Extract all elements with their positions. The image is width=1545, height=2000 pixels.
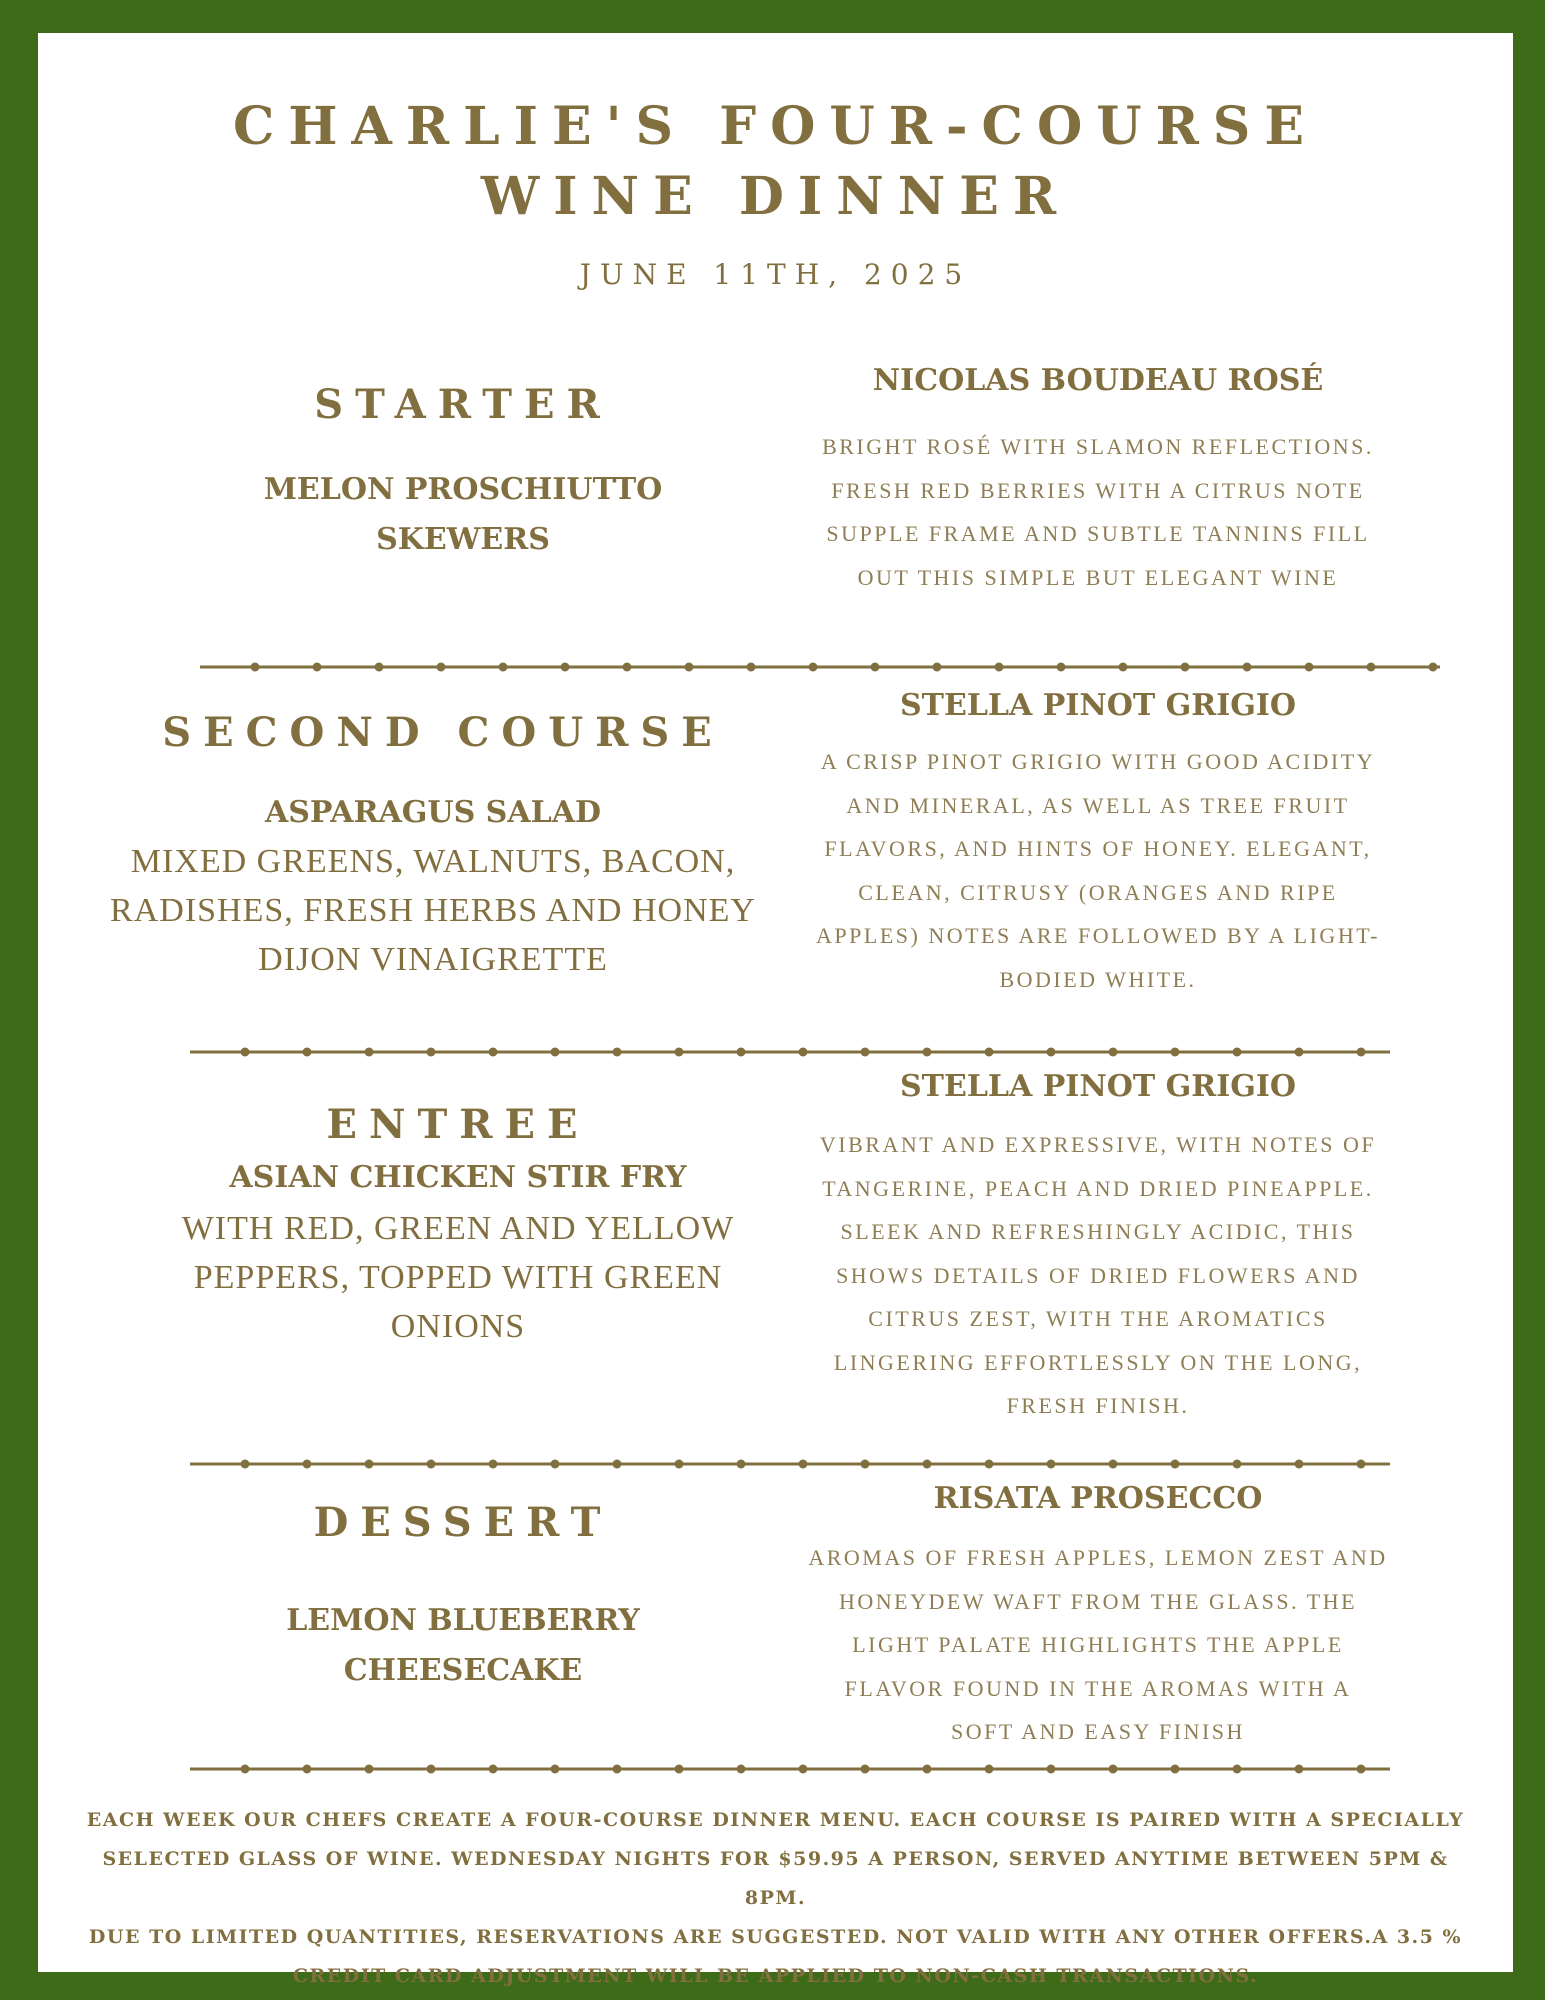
divider-dot [933, 663, 942, 672]
divider-dot [561, 663, 570, 672]
divider-dot [1305, 663, 1314, 672]
dish-name-starter-line2: SKEWERS [376, 522, 550, 557]
section-divider [190, 1458, 1390, 1470]
dish-name-second-course: ASPARAGUS SALAD [264, 795, 602, 830]
divider-dot [365, 1460, 374, 1469]
section-divider [190, 1763, 1390, 1775]
wine-description-starter: BRIGHT ROSÉ WITH SLAMON REFLECTIONS. FRESH RED BERRIES WITH A CITRUS NOTE SUPPLE FRAME AND SUBTLE TANNINS FILL OUT THIS SIMPLE BUT ELEGANT WINE [822, 434, 1374, 590]
divider-dot [499, 663, 508, 672]
divider-dot [1119, 663, 1128, 672]
wine-description-entree: VIBRANT AND EXPRESSIVE, WITH NOTES OF TANGERINE, PEACH AND DRIED PINEAPPLE. SLEEK AND REFRESHINGLY ACIDIC, THIS SHOWS DETAILS OF DRIED FLOWERS AND CITRUS ZEST, WITH THE AROMATICS LINGERING EFFORTLESSLY ON THE LONG, FRESH FINISH. [819, 1132, 1377, 1418]
divider-dot [923, 1765, 932, 1774]
divider-dot [623, 663, 632, 672]
divider-dot [613, 1460, 622, 1469]
divider-dot [1181, 663, 1190, 672]
section-divider [190, 1046, 1390, 1058]
divider-dot [1109, 1048, 1118, 1057]
wine-name-dessert: RISATA PROSECCO [933, 1481, 1263, 1516]
divider-dot [489, 1048, 498, 1057]
divider-dot [1057, 663, 1066, 672]
divider-dot [551, 1460, 560, 1469]
footer-line: SELECTED GLASS OF WINE. WEDNESDAY NIGHTS FOR $59.95 A PERSON, SERVED ANYTIME BETWEEN 5PM & 8PM. [102, 1848, 1449, 1909]
menu-title-line1: CHARLIE'S FOUR-COURSE [233, 96, 1318, 157]
divider-dot [685, 663, 694, 672]
divider-dot [1047, 1460, 1056, 1469]
divider-dot [995, 663, 1004, 672]
wine-name-second-course: STELLA PINOT GRIGIO [899, 688, 1297, 723]
divider-dot [675, 1765, 684, 1774]
divider-dot [675, 1460, 684, 1469]
dish-name-starter-line1: MELON PROSCHIUTTO [263, 472, 663, 507]
divider-dot [1429, 663, 1438, 672]
wine-name-entree: STELLA PINOT GRIGIO [899, 1069, 1297, 1104]
divider-dot [613, 1765, 622, 1774]
divider-dot [799, 1765, 808, 1774]
divider-dot [1243, 663, 1252, 672]
divider-dot [985, 1048, 994, 1057]
menu-title-line2: WINE DINNER [480, 166, 1071, 227]
divider-dot [1233, 1765, 1242, 1774]
course-heading-second-course: SECOND COURSE [162, 709, 724, 756]
divider-dot [871, 663, 880, 672]
divider-dot [861, 1048, 870, 1057]
divider-dot [241, 1048, 250, 1057]
dish-name-dessert-line2: CHEESECAKE [343, 1653, 583, 1688]
divider-dot [799, 1048, 808, 1057]
divider-dot [737, 1765, 746, 1774]
divider-dot [923, 1048, 932, 1057]
wine-description-second-course: A CRISP PINOT GRIGIO WITH GOOD ACIDITY AND MINERAL, AS WELL AS TREE FRUIT FLAVORS, AND HINTS OF HONEY. ELEGANT, CLEAN, CITRUSY (ORANGES AND RIPE APPLES) NOTES ARE FOLLOWED BY A LIGHT- BODIED WHITE. [816, 749, 1380, 992]
menu-footer-notice [78, 1801, 1473, 1996]
event-date: JUNE 11TH, 2025 [579, 258, 972, 291]
divider-dot [1357, 1765, 1366, 1774]
divider-dot [1367, 663, 1376, 672]
divider-dot [1295, 1460, 1304, 1469]
divider-dot [241, 1765, 250, 1774]
divider-dot [613, 1048, 622, 1057]
divider-dot [1295, 1048, 1304, 1057]
divider-dot [1171, 1765, 1180, 1774]
divider-dot [861, 1460, 870, 1469]
divider-dot [799, 1460, 808, 1469]
wine-name-starter: NICOLAS BOUDEAU ROSÉ [872, 363, 1324, 398]
divider-dot [747, 663, 756, 672]
menu-sheet [38, 33, 1513, 1987]
course-heading-entree: ENTREE [326, 1101, 590, 1148]
divider-dot [375, 663, 384, 672]
divider-dot [1233, 1460, 1242, 1469]
divider-dot [303, 1460, 312, 1469]
divider-dot [1295, 1765, 1304, 1774]
dish-description-entree: WITH RED, GREEN AND YELLOW PEPPERS, TOPPED WITH GREEN ONIONS [181, 1210, 735, 1345]
divider-dot [489, 1765, 498, 1774]
divider-dot [675, 1048, 684, 1057]
divider-dot [313, 663, 322, 672]
divider-dot [437, 663, 446, 672]
divider-dot [303, 1765, 312, 1774]
divider-dot [303, 1048, 312, 1057]
divider-dot [251, 663, 260, 672]
divider-dot [365, 1765, 374, 1774]
divider-dot [985, 1460, 994, 1469]
wine-description-dessert: AROMAS OF FRESH APPLES, LEMON ZEST AND HONEYDEW WAFT FROM THE GLASS. THE LIGHT PALATE HIGHLIGHTS THE APPLE FLAVOR FOUND IN THE AROMAS WITH A SOFT AND EASY FINISH [808, 1545, 1388, 1744]
divider-dot [1171, 1048, 1180, 1057]
divider-dot [1047, 1765, 1056, 1774]
divider-dot [923, 1460, 932, 1469]
divider-dot [861, 1765, 870, 1774]
divider-dot [737, 1460, 746, 1469]
dish-name-entree: ASIAN CHICKEN STIR FRY [229, 1160, 687, 1195]
divider-dot [985, 1765, 994, 1774]
divider-dot [241, 1460, 250, 1469]
divider-dot [427, 1048, 436, 1057]
divider-dot [551, 1048, 560, 1057]
section-divider [200, 661, 1440, 673]
divider-dot [427, 1765, 436, 1774]
divider-dot [809, 663, 818, 672]
divider-dot [1109, 1460, 1118, 1469]
course-heading-starter: STARTER [314, 381, 612, 428]
divider-dot [365, 1048, 374, 1057]
divider-dot [1357, 1460, 1366, 1469]
footer-line: CREDIT CARD ADJUSTMENT WILL BE APPLIED TO NON-CASH TRANSACTIONS. [292, 1965, 1259, 1987]
divider-dot [1109, 1765, 1118, 1774]
divider-dot [551, 1765, 560, 1774]
divider-dot [427, 1460, 436, 1469]
divider-dot [1171, 1460, 1180, 1469]
divider-dot [737, 1048, 746, 1057]
divider-dot [1357, 1048, 1366, 1057]
footer-line: EACH WEEK OUR CHEFS CREATE A FOUR-COURSE DINNER MENU. EACH COURSE IS PAIRED WITH A SPECIALLY [86, 1809, 1465, 1831]
course-heading-dessert: DESSERT [313, 1499, 613, 1546]
divider-dot [489, 1460, 498, 1469]
divider-dot [1047, 1048, 1056, 1057]
divider-dot [1233, 1048, 1242, 1057]
dish-description-second-course: MIXED GREENS, WALNUTS, BACON, RADISHES, FRESH HERBS AND HONEY DIJON VINAIGRETTE [110, 843, 756, 978]
dish-name-dessert-line1: LEMON BLUEBERRY [286, 1603, 640, 1638]
footer-line: DUE TO LIMITED QUANTITIES, RESERVATIONS ARE SUGGESTED. NOT VALID WITH ANY OTHER OFFERS.A 3.5 % [88, 1926, 1463, 1948]
